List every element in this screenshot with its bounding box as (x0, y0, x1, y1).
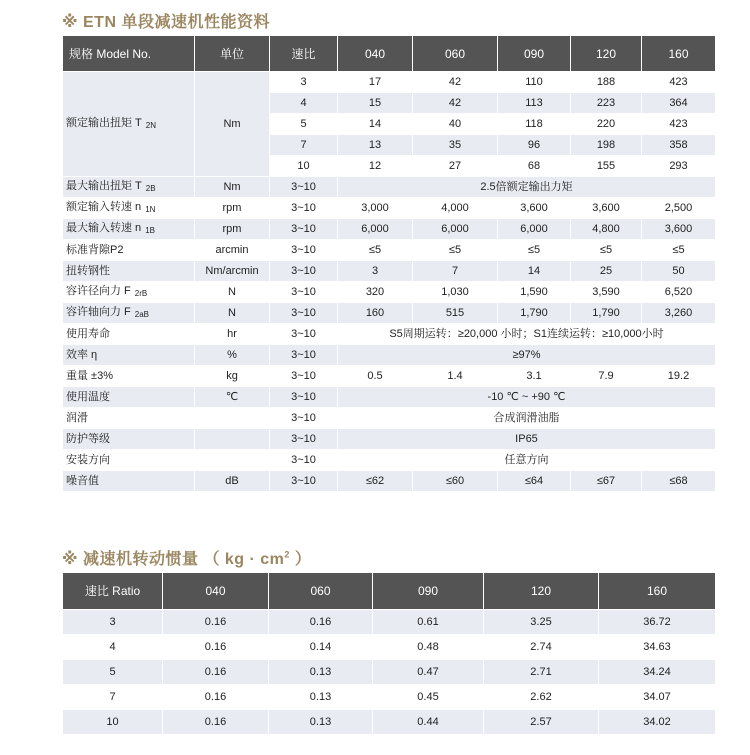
row-label (63, 345, 194, 365)
table-row (63, 366, 715, 386)
row-label-text: 防护等级 (66, 432, 110, 445)
row-label-text: 容许径向力 F (66, 285, 131, 297)
value-cell: 0.13 (269, 710, 372, 734)
value-cell: 423 (642, 72, 715, 92)
row-label (63, 282, 194, 302)
value-cell: 19.2 (642, 366, 715, 386)
row-label (63, 471, 194, 491)
value-cell: 13 (338, 135, 412, 155)
table-row (63, 72, 715, 92)
value-cell: 0.61 (373, 610, 483, 634)
table-row (63, 429, 715, 449)
unit-cell (195, 429, 269, 449)
table-row (63, 303, 715, 323)
value-cell: 42 (413, 72, 497, 92)
value-cell: S5周期运转：≥20,000 小时；S1连续运转：≥10,000小时 (338, 324, 715, 344)
value-cell: 320 (338, 282, 412, 302)
ratio-cell: 3 (63, 610, 162, 634)
row-label (63, 387, 194, 407)
value-cell: 0.48 (373, 635, 483, 659)
header-cell: 规格 Model No. (63, 36, 194, 71)
unit-cell: dB (195, 471, 269, 491)
header-cell: 040 (163, 573, 268, 609)
table-row (63, 610, 715, 634)
header-cell: 060 (413, 36, 497, 71)
value-cell: 14 (338, 114, 412, 134)
value-cell: 15 (338, 93, 412, 113)
unit-cell: arcmin (195, 240, 269, 260)
ratio-cell: 7 (270, 135, 337, 155)
value-cell: 25 (571, 261, 641, 281)
value-cell: 7 (413, 261, 497, 281)
value-cell: 68 (498, 156, 570, 176)
value-cell: 3 (338, 261, 412, 281)
value-cell: 2,500 (642, 198, 715, 218)
ratio-cell: 3~10 (270, 240, 337, 260)
header-cell: 160 (642, 36, 715, 71)
table-row (63, 660, 715, 684)
value-cell: 0.16 (163, 660, 268, 684)
ratio-cell: 3~10 (270, 450, 337, 470)
ratio-cell: 3~10 (270, 261, 337, 281)
value-cell: 6,520 (642, 282, 715, 302)
value-cell: 1.4 (413, 366, 497, 386)
value-cell: 3,260 (642, 303, 715, 323)
value-cell: 合成润滑油脂 (338, 408, 715, 428)
value-cell: 2.57 (484, 710, 598, 734)
value-cell: 40 (413, 114, 497, 134)
value-cell: 515 (413, 303, 497, 323)
value-cell: 0.16 (163, 710, 268, 734)
value-cell: 293 (642, 156, 715, 176)
row-label-text: 额定输入转速 n (66, 201, 142, 213)
row-label (63, 324, 194, 344)
value-cell: 34.07 (599, 685, 715, 709)
value-cell: 3,600 (642, 219, 715, 239)
value-cell: 35 (413, 135, 497, 155)
value-cell: 2.5倍额定输出力矩 (338, 177, 715, 197)
value-cell: ≤5 (498, 240, 570, 260)
value-cell: ≥97% (338, 345, 715, 365)
ratio-cell: 3~10 (270, 429, 337, 449)
inertia-table (62, 572, 716, 735)
value-cell: 34.24 (599, 660, 715, 684)
table-row (63, 450, 715, 470)
row-label (63, 303, 194, 323)
value-cell: 34.63 (599, 635, 715, 659)
row-label-text: 额定输出扭矩 T (66, 117, 142, 129)
value-cell: 任意方向 (338, 450, 715, 470)
row-label-text: 扭转钢性 (66, 264, 110, 277)
row-label (63, 429, 194, 449)
row-label (63, 450, 194, 470)
table-row (63, 471, 715, 491)
table-row (63, 635, 715, 659)
ratio-cell: 4 (63, 635, 162, 659)
header-cell: 120 (484, 573, 598, 609)
ratio-cell: 3~10 (270, 366, 337, 386)
table-row (63, 261, 715, 281)
ratio-cell: 3~10 (270, 471, 337, 491)
value-cell: ≤60 (413, 471, 497, 491)
unit-cell (195, 450, 269, 470)
ratio-cell: 3~10 (270, 303, 337, 323)
value-cell: 0.16 (163, 635, 268, 659)
row-label (63, 177, 194, 197)
performance-table-header (63, 36, 715, 71)
value-cell: 0.14 (269, 635, 372, 659)
ratio-cell: 3~10 (270, 198, 337, 218)
row-label (63, 408, 194, 428)
value-cell: 14 (498, 261, 570, 281)
table-row (63, 345, 715, 365)
value-cell: 3,590 (571, 282, 641, 302)
value-cell: 3.1 (498, 366, 570, 386)
value-cell: 96 (498, 135, 570, 155)
unit-cell: rpm (195, 198, 269, 218)
value-cell: 188 (571, 72, 641, 92)
row-label (63, 261, 194, 281)
table-row (63, 685, 715, 709)
table-row (63, 240, 715, 260)
value-cell: 50 (642, 261, 715, 281)
value-cell: 4,800 (571, 219, 641, 239)
unit-cell: Nm (195, 177, 269, 197)
value-cell: 220 (571, 114, 641, 134)
value-cell: 2.74 (484, 635, 598, 659)
row-label (63, 219, 194, 239)
value-cell: 6,000 (338, 219, 412, 239)
value-cell: ≤67 (571, 471, 641, 491)
section1-title: ※ ETN 单段减速机性能资料 (62, 14, 270, 31)
row-label-text: 标准背隙P2 (66, 243, 124, 256)
section2-title: ※ 减速机转动惯量 （ kg · $cm^2$ ） (62, 549, 312, 568)
value-cell: 0.47 (373, 660, 483, 684)
value-cell: ≤5 (413, 240, 497, 260)
unit-cell: N (195, 303, 269, 323)
value-cell: 36.72 (599, 610, 715, 634)
ratio-cell: 3~10 (270, 408, 337, 428)
row-label-sub: 1B (145, 226, 155, 235)
performance-table (62, 35, 716, 492)
row-label-text: 最大输入转速 n (66, 222, 142, 234)
value-cell: 1,030 (413, 282, 497, 302)
value-cell: 1,590 (498, 282, 570, 302)
ratio-cell: 10 (270, 156, 337, 176)
ratio-cell: 5 (63, 660, 162, 684)
header-cell: 040 (338, 36, 412, 71)
header-cell: 速比 Ratio (63, 573, 162, 609)
value-cell: 27 (413, 156, 497, 176)
value-cell: 0.16 (163, 685, 268, 709)
value-cell: 223 (571, 93, 641, 113)
value-cell: 2.71 (484, 660, 598, 684)
value-cell: 0.13 (269, 685, 372, 709)
value-cell: ≤64 (498, 471, 570, 491)
value-cell: 110 (498, 72, 570, 92)
row-label-text: 润滑 (66, 411, 88, 424)
header-cell: 090 (498, 36, 570, 71)
ratio-cell: 7 (63, 685, 162, 709)
value-cell: 3,000 (338, 198, 412, 218)
value-cell: -10 ℃ ~ +90 ℃ (338, 387, 715, 407)
value-cell: 6,000 (413, 219, 497, 239)
value-cell: ≤68 (642, 471, 715, 491)
value-cell: ≤62 (338, 471, 412, 491)
table-row (63, 198, 715, 218)
value-cell: 0.45 (373, 685, 483, 709)
unit-cell: ℃ (195, 387, 269, 407)
value-cell: 0.44 (373, 710, 483, 734)
table-row (63, 282, 715, 302)
value-cell: 364 (642, 93, 715, 113)
value-cell: 3,600 (498, 198, 570, 218)
ratio-cell: 3~10 (270, 324, 337, 344)
unit-cell: hr (195, 324, 269, 344)
ratio-cell: 4 (270, 93, 337, 113)
ratio-cell: 10 (63, 710, 162, 734)
row-label-text: 噪音值 (66, 474, 99, 487)
unit-cell: % (195, 345, 269, 365)
value-cell: 198 (571, 135, 641, 155)
value-cell: 3,600 (571, 198, 641, 218)
value-cell: ≤5 (642, 240, 715, 260)
value-cell: 12 (338, 156, 412, 176)
value-cell: 1,790 (498, 303, 570, 323)
header-cell: 120 (571, 36, 641, 71)
header-cell: 090 (373, 573, 483, 609)
value-cell: 423 (642, 114, 715, 134)
value-cell: 155 (571, 156, 641, 176)
value-cell: 358 (642, 135, 715, 155)
value-cell: IP65 (338, 429, 715, 449)
value-cell: 118 (498, 114, 570, 134)
value-cell: ≤5 (338, 240, 412, 260)
row-label (63, 72, 194, 176)
row-label-sub: 2rB (134, 289, 148, 298)
value-cell: 7.9 (571, 366, 641, 386)
unit-cell (195, 408, 269, 428)
row-label-text: 安装方向 (66, 453, 110, 466)
row-label-text: 使用温度 (66, 390, 110, 403)
value-cell: 6,000 (498, 219, 570, 239)
row-label-text: 最大输出扭矩 T (66, 180, 142, 192)
value-cell: ≤5 (571, 240, 641, 260)
table-row (63, 710, 715, 734)
ratio-cell: 3 (270, 72, 337, 92)
ratio-cell: 3~10 (270, 282, 337, 302)
value-cell: 0.5 (338, 366, 412, 386)
value-cell: 1,790 (571, 303, 641, 323)
ratio-cell: 3~10 (270, 387, 337, 407)
header-cell: 单位 (195, 36, 269, 71)
value-cell: 2.62 (484, 685, 598, 709)
value-cell: 3.25 (484, 610, 598, 634)
value-cell: 42 (413, 93, 497, 113)
row-label-sub: 2B (145, 184, 156, 193)
unit-cell: N (195, 282, 269, 302)
value-cell: 34.02 (599, 710, 715, 734)
unit-cell: kg (195, 366, 269, 386)
table-row (63, 387, 715, 407)
header-cell: 060 (269, 573, 372, 609)
value-cell: 113 (498, 93, 570, 113)
table-row (63, 408, 715, 428)
table-row (63, 324, 715, 344)
ratio-cell: 3~10 (270, 177, 337, 197)
value-cell: 0.13 (269, 660, 372, 684)
value-cell: 4,000 (413, 198, 497, 218)
row-label-text: 容许轴向力 F (66, 306, 131, 318)
row-label-text: 重量 ±3% (66, 369, 113, 382)
value-cell: 0.16 (163, 610, 268, 634)
unit-cell: Nm/arcmin (195, 261, 269, 281)
row-label-sub: 1N (145, 205, 156, 214)
row-label-text: 效率 η (66, 348, 98, 361)
header-cell: 160 (599, 573, 715, 609)
ratio-cell: 5 (270, 114, 337, 134)
row-label (63, 198, 194, 218)
ratio-cell: 3~10 (270, 219, 337, 239)
value-cell: 17 (338, 72, 412, 92)
row-label (63, 240, 194, 260)
header-cell: 速比 (270, 36, 337, 71)
unit-cell: rpm (195, 219, 269, 239)
row-label-sub: 2aB (134, 310, 150, 319)
unit-cell: Nm (195, 72, 269, 176)
row-label-text: 使用寿命 (66, 327, 110, 340)
inertia-table-header (63, 573, 715, 609)
ratio-cell: 3~10 (270, 345, 337, 365)
value-cell: 0.16 (269, 610, 372, 634)
table-row (63, 219, 715, 239)
value-cell: 160 (338, 303, 412, 323)
row-label (63, 366, 194, 386)
row-label-sub: 2N (145, 121, 157, 130)
table-row (63, 177, 715, 197)
